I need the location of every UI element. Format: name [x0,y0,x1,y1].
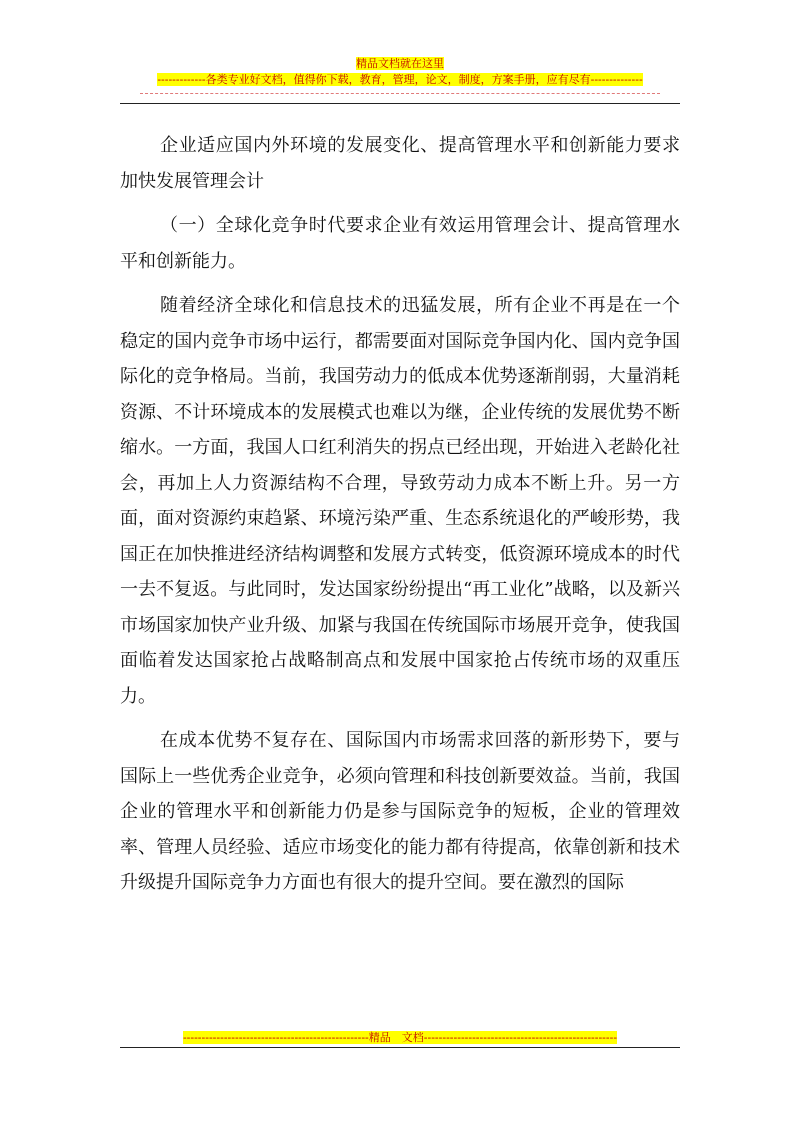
header-subtitle: -------------各类专业好文档，值得你下载，教育，管理，论文，制度，方案手册，应有尽有-------------- [157,73,643,86]
header-title: 精品文档就在这里 [356,57,444,70]
footer-rule [120,1047,680,1048]
header-rule [120,103,680,104]
header-dashed-divider [140,93,660,94]
section-heading: 企业适应国内外环境的发展变化、提高管理水平和创新能力要求加快发展管理会计 [120,135,680,192]
subsection-heading: （一）全球化竞争时代要求企业有效运用管理会计、提高管理水平和创新能力。 [120,215,680,272]
document-body [120,128,680,901]
body-paragraph: 在成本优势不复存在、国际国内市场需求回落的新形势下，要与国际上一些优秀企业竞争，必须向管理和科技创新要效益。当前，我国企业的管理水平和创新能力仍是参与国际竞争的短板，企业的管理效率、管理人员经验、适应市场变化的能力都有待提高，依靠创新和技术升级提升国际竞争力方面也有很大的提升空间。要在激烈的国际 [120,730,680,893]
footer-text: --------------------------------------------------精品 文档---------------------------------------------------- [182,1031,618,1044]
body-paragraph: 随着经济全球化和信息技术的迅猛发展，所有企业不再是在一个稳定的国内竞争市场中运行，都需要面对国际竞争国内化、国内竞争国际化的竞争格局。当前，我国劳动力的低成本优势逐渐削弱，大量消耗资源、不计环境成本的发展模式也难以为继，企业传统的发展优势不断缩水。一方面，我国人口红利消失的拐点已经出现，开始进入老龄化社会，再加上人力资源结构不合理，导致劳动力成本不断上升。另一方面，面对资源约束趋紧、环境污染严重、生态系统退化的严峻形势，我国正在加快推进经济结构调整和发展方式转变，低资源环境成本的时代一去不复返。与此同时，发达国家纷纷提出“再工业化”战略，以及新兴市场国家加快产业升级、加紧与我国在传统国际市场展开竞争，使我国面临着发达国家抢占战略制高点和发展中国家抢占传统市场的双重压力。 [120,295,680,707]
